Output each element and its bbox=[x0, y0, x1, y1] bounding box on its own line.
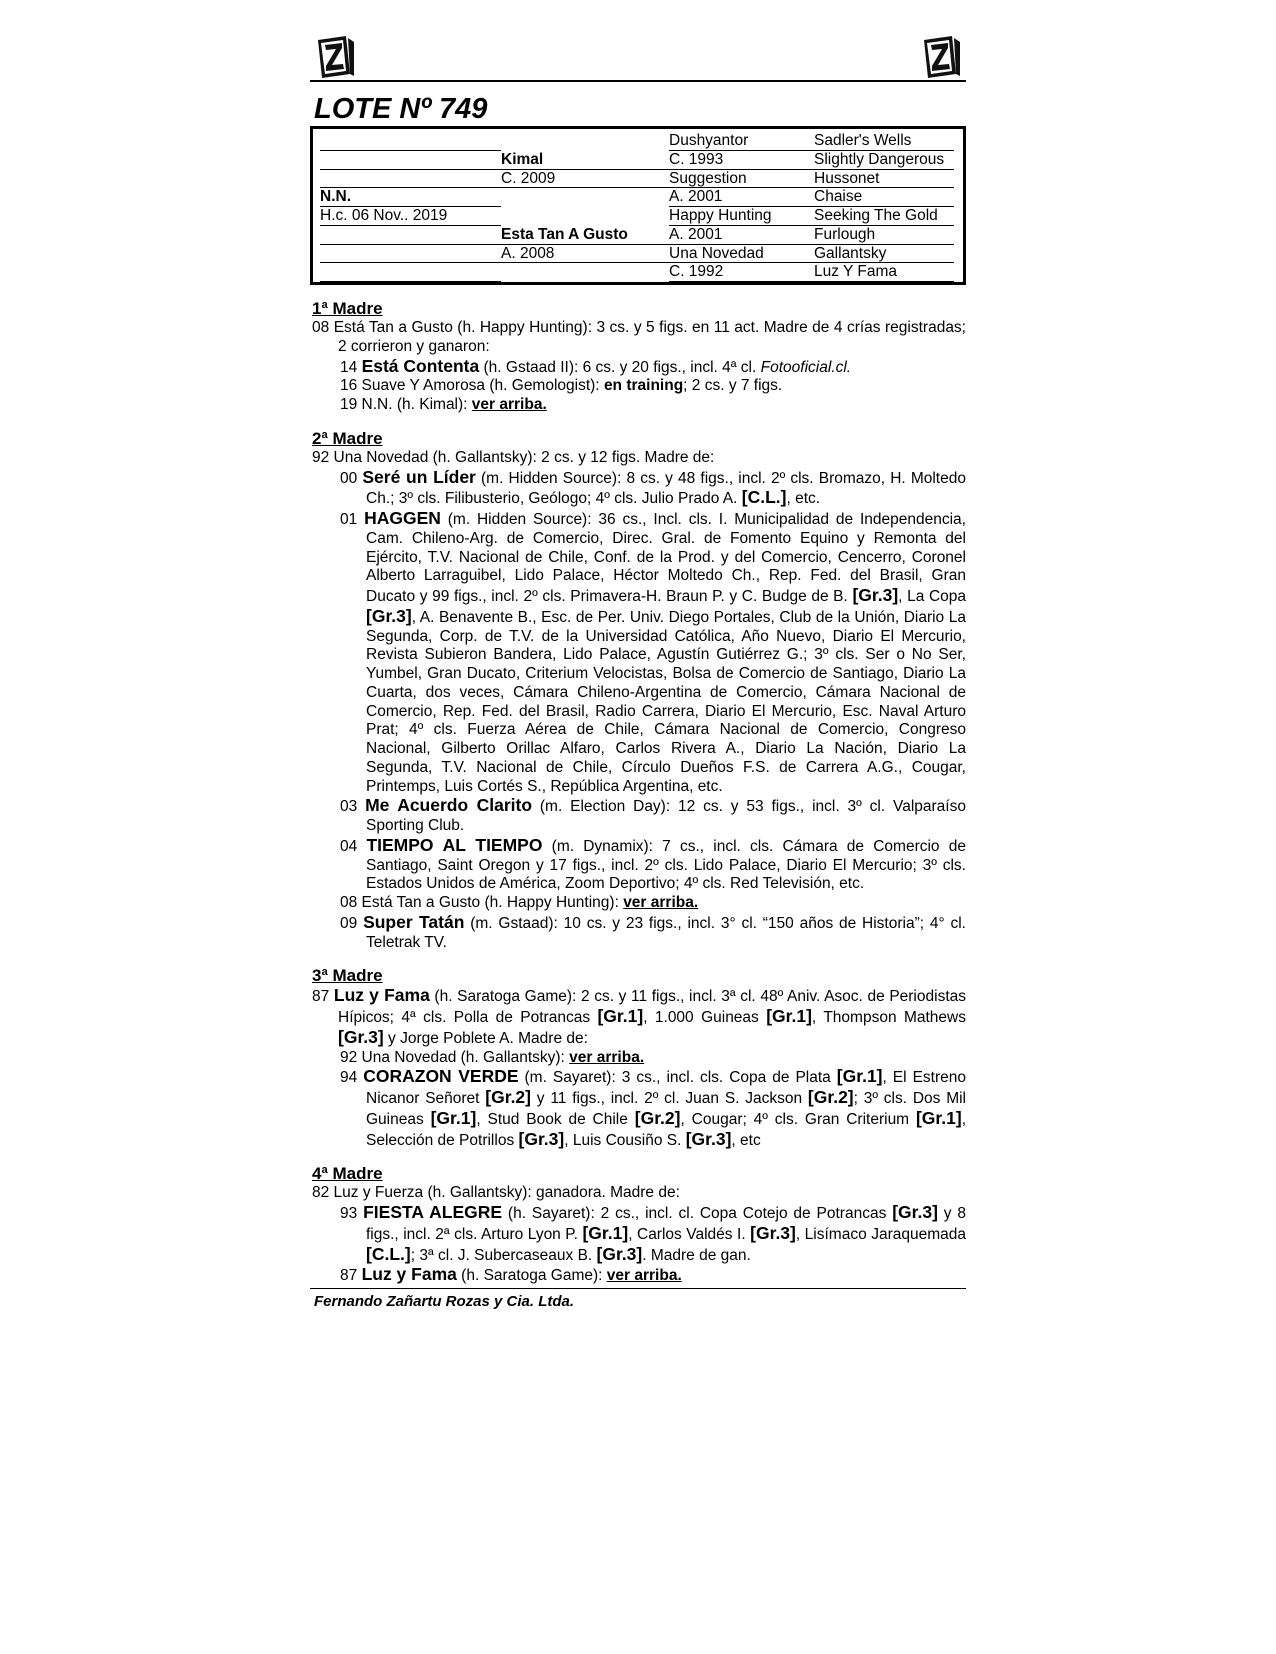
pedigree-row bbox=[320, 207, 957, 226]
zanartu-logo-icon bbox=[918, 34, 962, 80]
see-above-link: ver arriba. bbox=[623, 894, 699, 911]
pedigree-cell: C. 2009 bbox=[501, 170, 669, 189]
horse-name: HAGGEN bbox=[364, 508, 441, 528]
pedigree-cell bbox=[320, 245, 501, 264]
pedigree-cell: Hussonet bbox=[814, 170, 954, 189]
pedigree-row bbox=[320, 263, 957, 282]
section-title-1st-dam: 1ª Madre bbox=[312, 299, 383, 318]
see-above-link: ver arriba. bbox=[471, 396, 547, 413]
pedigree-cell: Slightly Dangerous bbox=[814, 151, 954, 170]
pedigree-row bbox=[320, 170, 957, 189]
pedigree-cell: C. 1993 bbox=[669, 151, 814, 170]
pedigree-cell: Sadler's Wells bbox=[814, 132, 954, 151]
lot-title: LOTE Nº 749 bbox=[314, 93, 488, 125]
produce-entry: 00 Seré un Líder (m. Hidden Source): 8 cs. y 48 figs., incl. 2º cls. Bromazo, H. Moltedo Ch.; 3º cls. Filibusterio, Geólogo; 4º cls. Julio Prado A. [C.L.], etc. bbox=[340, 466, 966, 508]
pedigree-cell: C. 1992 bbox=[669, 263, 814, 282]
produce-entry: 16 Suave Y Amorosa (h. Gemologist): en training; 2 cs. y 7 figs. bbox=[340, 377, 783, 395]
pedigree-cell: Esta Tan A Gusto bbox=[501, 226, 669, 245]
horse-name: TIEMPO AL TIEMPO bbox=[366, 834, 543, 855]
see-above-link: ver arriba. bbox=[569, 1048, 645, 1066]
pedigree-cell bbox=[320, 132, 501, 151]
produce-entry: 09 Super Tatán (m. Gstaad): 10 cs. y 23 figs., incl. 3° cl. “150 años de Historia”; 4° cl. Teletrak TV. bbox=[340, 911, 966, 951]
pedigree-cell bbox=[320, 151, 501, 170]
horse-name: CORAZON VERDE bbox=[363, 1066, 519, 1087]
pedigree-cell: Luz Y Fama bbox=[814, 263, 954, 282]
zanartu-logo-icon bbox=[312, 34, 356, 80]
pedigree-cell: A. 2001 bbox=[669, 188, 814, 207]
horse-name: Luz y Fama bbox=[361, 1264, 457, 1285]
dam-entry: 08 Está Tan a Gusto (h. Happy Hunting): 3 cs. y 5 figs. en 11 act. Madre de 4 crías registradas; 2 corrieron y ganaron: bbox=[312, 319, 966, 355]
produce-entry: 92 Una Novedad (h. Gallantsky): ver arriba. bbox=[340, 1048, 645, 1066]
pedigree-cell: H.c. 06 Nov.. 2019 bbox=[320, 207, 501, 226]
pedigree-row bbox=[320, 132, 957, 151]
dam-entry: 87 Luz y Fama (h. Saratoga Game): 2 cs. y 11 figs., incl. 3ª cl. 48º Aniv. Asoc. de Periodistas Hípicos; 4ª cls. Polla de Potrancas [Gr.1], 1.000 Guineas [Gr.1], Thompson Mathews [Gr.3] y Jorge Poblete A. Madre de: bbox=[312, 985, 966, 1047]
produce-entry: 14 Está Contenta (h. Gstaad II): 6 cs. y 20 figs., incl. 4ª cl. Fotooficial.cl. bbox=[340, 355, 852, 376]
footer-rule bbox=[310, 1288, 966, 1289]
pedigree-cell: Chaise bbox=[814, 188, 954, 207]
produce-entry: 19 N.N. (h. Kimal): ver arriba. bbox=[340, 396, 547, 413]
dam-entry: 82 Luz y Fuerza (h. Gallantsky): ganadora. Madre de: bbox=[312, 1184, 680, 1202]
footer-company: Fernando Zañartu Rozas y Cia. Ltda. bbox=[314, 1293, 575, 1310]
produce-entry: 01 HAGGEN (m. Hidden Source): 36 cs., Incl. cls. I. Municipalidad de Independencia, Cam. Chileno-Arg. de Comercio, Direc. Gral. de Fomento Equino y Remonta del Ejército, T.V. Nacional de Chile, Conf. de la Prod. y del Comercio, Cencerro, Coronel Alberto Larraguibel, Lido Palace, Héctor Moltedo Ch., Rep. Fed. del Brasil, Gran Ducato y 99 figs., incl. 2º cls. Primavera-H. Braun P. y C. Budge de B. [Gr.3], La Copa [Gr.3], A. Benavente B., Esc. de Per. Univ. Diego Portales, Club de la Unión, Diario La Segunda, Corp. de T.V. de la Universidad Católica, Año Nuevo, Diario El Mercurio, Revista Subieron Bandera, Lido Palace, Agustín Gutiérrez G.; 3º cls. Ser o No Ser, Yumbel, Gran Ducato, Criterium Velocistas, Bolsa de Comercio de Santiago, Diario La Cuarta, dos veces, Cámara Chileno-Argentina de Comercio, Cámara Nacional de Comercio, Rep. Fed. del Brasil, Radio Carrera, Diario El Mercurio, Esc. Naval Arturo Prat; 4º cls. Fuerza Aérea de Chile, Cámara Nacional de Comercio, Congreso Nacional, Gilberto Orillac Alfaro, Carlos Rivera A., Diario La Nación, Diario La Segunda, T.V. Nacional de Chile, Círculo Dueños F.S. de Carrera A.G., Cougar, Printemps, Luis Cortés S., República Argentina, etc. bbox=[340, 508, 967, 795]
pedigree-cell: N.N. bbox=[320, 188, 501, 207]
pedigree-cell bbox=[501, 263, 669, 282]
produce-entry: 93 FIESTA ALEGRE (h. Sayaret): 2 cs., incl. cl. Copa Cotejo de Potrancas [Gr.3] y 8 figs., incl. 2ª cls. Arturo Lyon P. [Gr.1], Carlos Valdés I. [Gr.3], Lisímaco Jaraquemada [C.L.]; 3ª cl. J. Subercaseaux B. [Gr.3]. Madre de gan. bbox=[340, 1202, 966, 1264]
header-rule bbox=[310, 80, 966, 82]
section-title-2nd-dam: 2ª Madre bbox=[312, 428, 383, 448]
pedigree-row bbox=[320, 245, 957, 264]
produce-entry: 94 CORAZON VERDE (m. Sayaret): 3 cs., incl. cls. Copa de Plata [Gr.1], El Estreno Nicanor Señoret [Gr.2] y 11 figs., incl. 2º cl. Juan S. Jackson [Gr.2]; 3º cls. Dos Mil Guineas [Gr.1], Stud Book de Chile [Gr.2], Cougar; 4º cls. Gran Criterium [Gr.1], Selección de Potrillos [Gr.3], Luis Cousiño S. [Gr.3], etc bbox=[340, 1066, 966, 1149]
catalog-page bbox=[310, 32, 966, 1310]
dam-entry: 92 Una Novedad (h. Gallantsky): 2 cs. y 12 figs. Madre de: bbox=[312, 448, 715, 466]
pedigree-cell bbox=[501, 207, 669, 226]
horse-name: Está Contenta bbox=[361, 355, 480, 376]
pedigree-cell: A. 2001 bbox=[669, 226, 814, 245]
pedigree-cell: Kimal bbox=[501, 151, 669, 170]
produce-entry: 08 Está Tan a Gusto (h. Happy Hunting): ver arriba. bbox=[340, 894, 699, 911]
pedigree-row bbox=[320, 151, 957, 170]
page-header bbox=[310, 32, 966, 84]
pedigree-cell bbox=[320, 170, 501, 189]
produce-entry: 04 TIEMPO AL TIEMPO (m. Dynamix): 7 cs., incl. cls. Cámara de Comercio de Santiago, Saint Oregon y 17 figs., incl. 2º cls. Lido Palace, Diario El Mercurio; 3º cls. Estados Unidos de América, Zoom Deportivo; 4º cls. Red Televisión, etc. bbox=[340, 834, 966, 893]
horse-name: Me Acuerdo Clarito bbox=[365, 795, 533, 816]
horse-name: FIESTA ALEGRE bbox=[363, 1202, 503, 1222]
produce-entry: 03 Me Acuerdo Clarito (m. Election Day): 12 cs. y 53 figs., incl. 3º cl. Valparaíso Sporting Club. bbox=[340, 795, 966, 834]
pedigree-cell: Gallantsky bbox=[814, 245, 954, 264]
pedigree-row bbox=[320, 226, 957, 245]
produce-entry: 87 Luz y Fama (h. Saratoga Game): ver arriba. bbox=[340, 1264, 682, 1285]
pedigree-cell: Suggestion bbox=[669, 170, 814, 189]
horse-name: Luz y Fama bbox=[333, 985, 430, 1006]
pedigree-cell: Happy Hunting bbox=[669, 207, 814, 226]
section-title-4th-dam: 4ª Madre bbox=[312, 1164, 383, 1184]
pedigree-cell bbox=[320, 263, 501, 282]
pedigree-cell: Una Novedad bbox=[669, 245, 814, 264]
pedigree-cell bbox=[501, 132, 669, 151]
pedigree-cell: Dushyantor bbox=[669, 132, 814, 151]
pedigree-cell: Seeking The Gold bbox=[814, 207, 954, 226]
pedigree-cell: Furlough bbox=[814, 226, 954, 245]
horse-name: Super Tatán bbox=[363, 911, 465, 932]
pedigree-cell: A. 2008 bbox=[501, 245, 669, 264]
pedigree-row bbox=[320, 188, 957, 207]
pedigree-table bbox=[310, 126, 966, 285]
pedigree-cell bbox=[501, 188, 669, 207]
horse-name: Seré un Líder bbox=[362, 466, 476, 487]
section-title-3rd-dam: 3ª Madre bbox=[312, 966, 383, 986]
pedigree-cell bbox=[320, 226, 501, 245]
see-above-link: ver arriba. bbox=[606, 1267, 682, 1285]
